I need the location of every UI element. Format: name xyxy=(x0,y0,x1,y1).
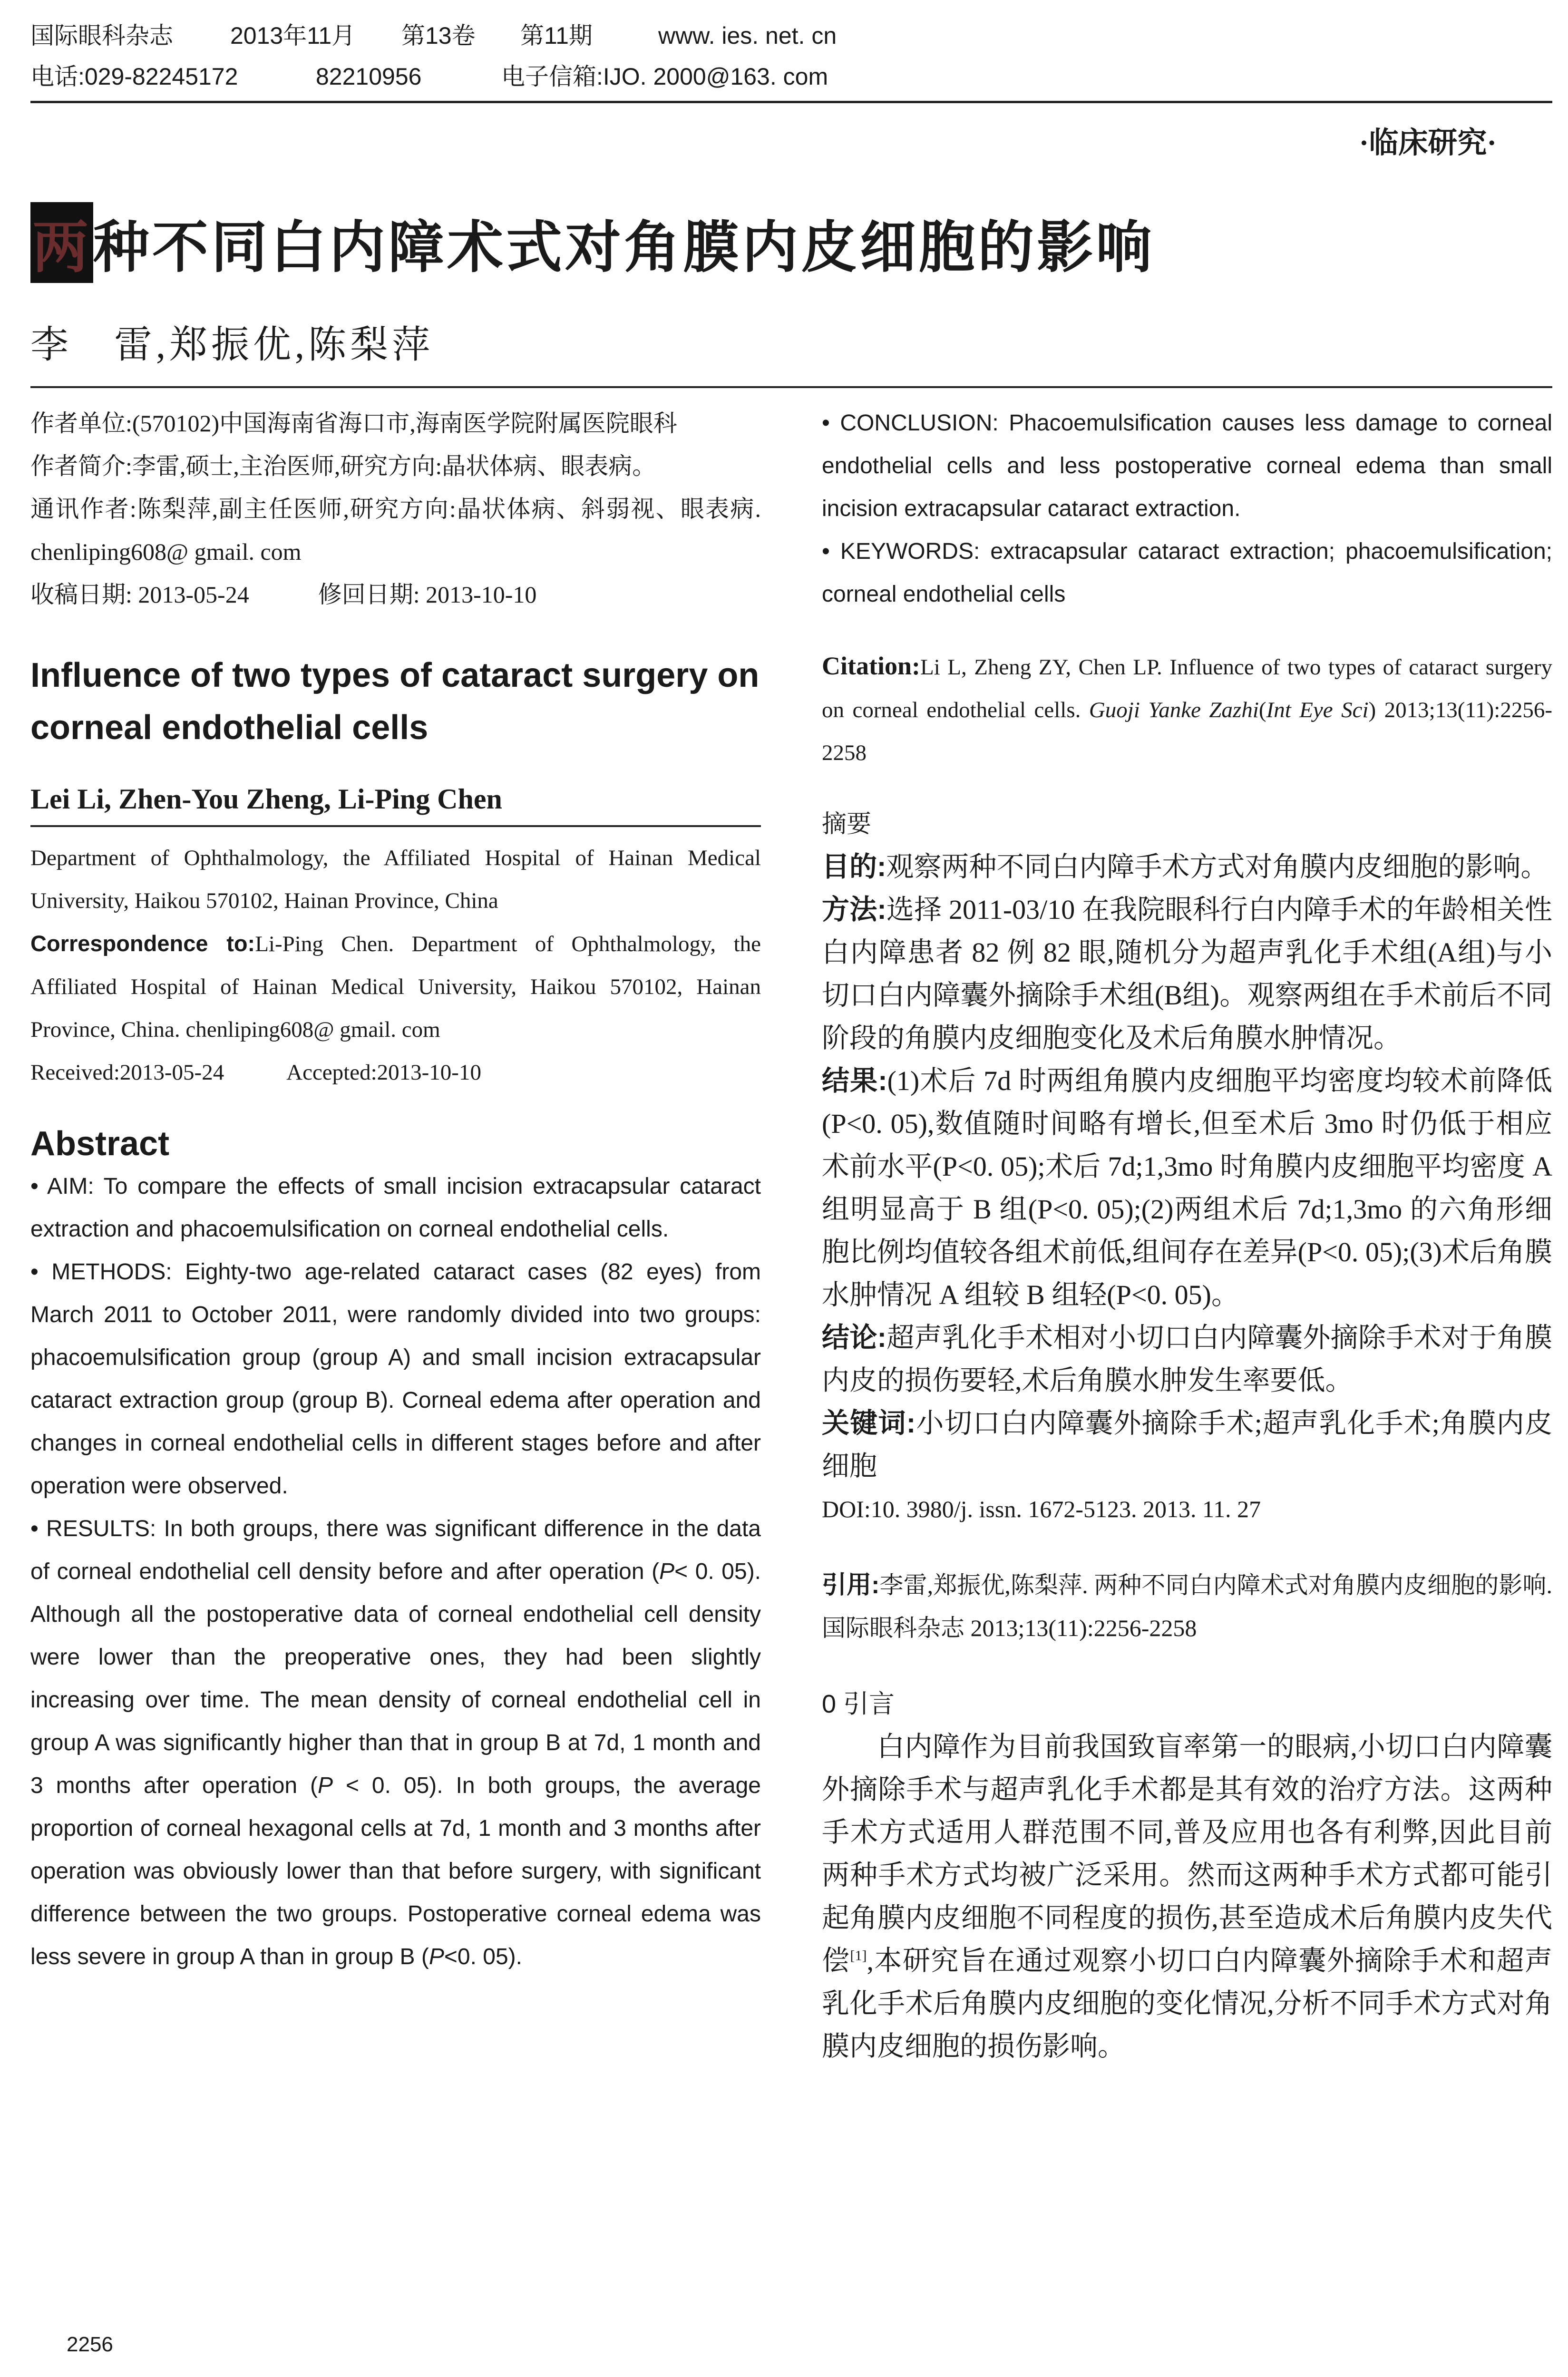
results-label-cn: 结果: xyxy=(822,1065,887,1096)
results-label: • RESULTS: xyxy=(30,1516,156,1541)
abstract-heading: Abstract xyxy=(30,1125,170,1163)
results-text-3: ). In both groups, the average proportion of corneal hexagonal cells at 7d, 1 month and 3 months after operation was obviously lower than that before surgery, with significant difference between the two groups. Postoperative corneal edema was less severe in group A than in group B ( xyxy=(30,1773,761,1969)
page-number: 2256 xyxy=(67,2333,113,2356)
abstract-keywords xyxy=(822,530,1552,616)
abstract-cn-conclusion xyxy=(822,1316,1552,1402)
methods-label-cn: 方法: xyxy=(822,894,886,925)
corresponding-author-cn: 通讯作者:陈梨萍,副主任医师,研究方向:晶状体病、斜弱视、眼表病. chenliping608@ gmail. com xyxy=(30,496,761,565)
right-column xyxy=(822,402,1552,2068)
title-rest: 种不同白内障术式对角膜内皮细胞的影响 xyxy=(93,216,1155,279)
issue-date: 2013年11月 xyxy=(230,22,356,49)
department-en: Department of Ophthalmology, the Affiliated Hospital of Hainan Medical University, Haikou 570102, Hainan Province, China xyxy=(30,846,761,913)
methods-label: • METHODS: xyxy=(30,1259,172,1285)
phone-2: 82210956 xyxy=(316,63,422,90)
intro-text-1: 白内障作为目前我国致盲率第一的眼病,小切口白内障囊外摘除手术与超声乳化手术都是其有效的治疗方法。这两种手术方式适用人群范围不同,普及应用也各有利弊,因此目前两种手术方式均被广泛采用。然而这两种手术方式都可能引起角膜内皮细胞不同程度的损伤,甚至造成术后角膜内皮失代偿 xyxy=(822,1731,1552,1976)
conclusion-label: • CONCLUSION: xyxy=(822,410,999,436)
methods-text: Eighty-two age-related cataract cases (82 eyes) from March 2011 to October 2011, were randomly divided into two groups: phacoemulsification group (group A) and small incision extracapsular cataract extraction group (group B). Corneal edema after operation and changes in corneal endothelial cells in different stages before and after operation were observed. xyxy=(30,1259,761,1499)
citation-journal-en: Int Eye Sci xyxy=(1266,698,1369,722)
phone: 电话:029-82245172 xyxy=(30,63,238,90)
section-tag: ·临床研究· xyxy=(1359,127,1497,159)
keywords-text: extracapsular cataract extraction; phacoemulsification; corneal endothelial cells xyxy=(822,539,1552,607)
citation-text: Li L, Zheng ZY, Chen LP. Influence of two types of cataract surgery on corneal endothelial cells. xyxy=(822,655,1552,722)
header-rule xyxy=(30,101,1552,103)
citation-en xyxy=(822,644,1552,774)
article-title-cn xyxy=(30,202,1155,283)
received-date-en: Received:2013-05-24 xyxy=(30,1060,224,1085)
authors-en: Lei Li, Zhen-You Zheng, Li-Ping Chen xyxy=(30,783,502,815)
aim-label-cn: 目的: xyxy=(822,851,886,882)
results-p2: < 0. 05 xyxy=(333,1773,429,1798)
title-rule xyxy=(30,386,1552,388)
citation-label: Citation: xyxy=(822,652,920,680)
keywords-label-cn: 关键词: xyxy=(822,1408,916,1439)
cite-cn-label: 引用: xyxy=(822,1571,880,1599)
abstract-en xyxy=(30,1165,761,1978)
aim-text: To compare the effects of small incision extracapsular cataract extraction and phacoemulsification on corneal endothelial cells. xyxy=(30,1174,761,1242)
results-p3: <0. 05 xyxy=(444,1944,508,1969)
aim-label: • AIM: xyxy=(30,1174,94,1199)
correspondence-label: Correspondence to: xyxy=(30,931,255,956)
citation-paren: ( xyxy=(1258,698,1266,722)
conclusion-text: Phacoemulsification causes less damage to corneal endothelial cells and less postoperative corneal edema than small incision extracapsular cataract extraction. xyxy=(822,410,1552,521)
intro-text-2: ,本研究旨在通过观察小切口白内障囊外摘除手术和超声乳化手术后角膜内皮细胞的变化情况,分析不同手术方式对角膜内皮细胞的损伤影响。 xyxy=(822,1945,1552,2062)
author-bio: 作者简介:李雷,硕士,主治医师,研究方向:晶状体病、眼表病。 xyxy=(30,453,656,479)
affiliation-cn xyxy=(30,402,761,616)
issue: 第11期 xyxy=(520,22,593,49)
abstract-cn-heading: 摘要 xyxy=(822,810,872,838)
authors-cn: 李 雷,郑振优,陈梨萍 xyxy=(30,324,434,366)
p-symbol-1: P xyxy=(659,1559,675,1584)
abstract-cn-results xyxy=(822,1060,1552,1316)
abstract-cn-methods xyxy=(822,888,1552,1060)
doi: DOI:10. 3980/j. issn. 1672-5123. 2013. 11. 27 xyxy=(822,1496,1261,1522)
aim-text-cn: 观察两种不同白内障手术方式对角膜内皮细胞的影响。 xyxy=(886,851,1549,882)
accepted-date-en: Accepted:2013-10-10 xyxy=(286,1060,481,1085)
correspondence xyxy=(30,922,761,1051)
received-date-cn: 收稿日期: 2013-05-24 xyxy=(30,581,249,608)
abstract-methods xyxy=(30,1251,761,1508)
journal-website: www. ies. net. cn xyxy=(658,22,837,49)
results-p1: < 0. 05 xyxy=(674,1559,747,1584)
correspondence-text: Li-Ping Chen. Department of Ophthalmology, the Affiliated Hospital of Hainan Medical University, Haikou 570102, Hainan Province, China. chenliping608@ gmail. com xyxy=(30,932,761,1042)
keywords-label: • KEYWORDS: xyxy=(822,539,980,564)
p-symbol-3: P xyxy=(429,1944,444,1969)
abstract-cn-aim xyxy=(822,846,1552,888)
intro-heading: 0 引言 xyxy=(822,1690,895,1718)
abstract-cn xyxy=(822,846,1552,1530)
abstract-cn-keywords xyxy=(822,1402,1552,1488)
dates-cn xyxy=(30,573,761,616)
results-text-1: In both groups, there was significant difference in the data of corneal endothelial cell density before and after operation ( xyxy=(30,1516,761,1584)
methods-text-cn: 选择 2011-03/10 在我院眼科行白内障手术的年龄相关性白内障患者 82 例 82 眼,随机分为超声乳化手术组(A组)与小切口白内障囊外摘除手术组(B组)。观察两组在手术前后不同阶段的角膜内皮细胞变化及术后角膜水肿情况。 xyxy=(822,894,1552,1053)
p-symbol-2: P xyxy=(318,1773,333,1798)
results-text-4: ). xyxy=(508,1944,522,1969)
keywords-text-cn: 小切口白内障囊外摘除手术;超声乳化手术;角膜内皮细胞 xyxy=(822,1408,1552,1481)
cite-cn-text: 李雷,郑振优,陈梨萍. 两种不同白内障术式对角膜内皮细胞的影响. 国际眼科杂志 2013;13(11):2256-2258 xyxy=(822,1572,1552,1641)
results-text-2: ). Although all the postoperative data of corneal endothelial cell density were lower than the preoperative ones, they had been slightly increasing over time. The mean density of corneal endothelial cell in group A was significantly higher than that in group B at 7d, 1 month and 3 months after operation ( xyxy=(30,1559,761,1798)
abstract-results xyxy=(30,1508,761,1978)
authors-en-rule xyxy=(30,825,761,827)
journal-name: 国际眼科杂志 xyxy=(30,22,173,49)
citation-journal: Guoji Yanke Zazhi xyxy=(1089,698,1259,722)
dates-en xyxy=(30,1051,761,1094)
conclusion-text-cn: 超声乳化手术相对小切口白内障囊外摘除手术对于角膜内皮的损伤要轻,术后角膜水肿发生率要低。 xyxy=(822,1322,1552,1396)
affiliation-unit: 作者单位:(570102)中国海南省海口市,海南医学院附属医院眼科 xyxy=(30,410,677,437)
intro-ref: [1] xyxy=(850,1948,867,1964)
conclusion-keywords-en xyxy=(822,402,1552,616)
conclusion-label-cn: 结论: xyxy=(822,1322,886,1353)
abstract-conclusion xyxy=(822,402,1552,530)
intro-paragraph xyxy=(822,1725,1552,2068)
cite-cn xyxy=(822,1564,1552,1649)
journal-email: 电子信箱:IJO. 2000@163. com xyxy=(501,63,828,90)
results-text-cn: (1)术后 7d 时两组角膜内皮细胞平均密度均较术前降低(P<0. 05),数值随时间略有增长,但至术后 3mo 时仍低于相应术前水平(P<0. 05);术后 7d;1,3mo 时角膜内皮细胞平均密度 A 组明显高于 B 组(P<0. 05);(2)两组术后 7d;1,3mo 的六角形细胞比例均值较各组术前低,组间存在差异(P<0. 05);(3)术后角膜水肿情况 A 组较 B 组轻(P<0. 05)。 xyxy=(822,1065,1552,1310)
article-title-en: Influence of two types of cataract surgery on corneal endothelial cells xyxy=(30,656,760,747)
citation-tail: ) 2013;13(11):2256-2258 xyxy=(822,698,1552,765)
revised-date-cn: 修回日期: 2013-10-10 xyxy=(318,581,537,608)
volume: 第13卷 xyxy=(401,22,476,49)
title-first-char: 两 xyxy=(30,202,93,283)
left-column xyxy=(30,402,761,1978)
abstract-aim xyxy=(30,1165,761,1251)
affiliation-en xyxy=(30,837,761,1094)
